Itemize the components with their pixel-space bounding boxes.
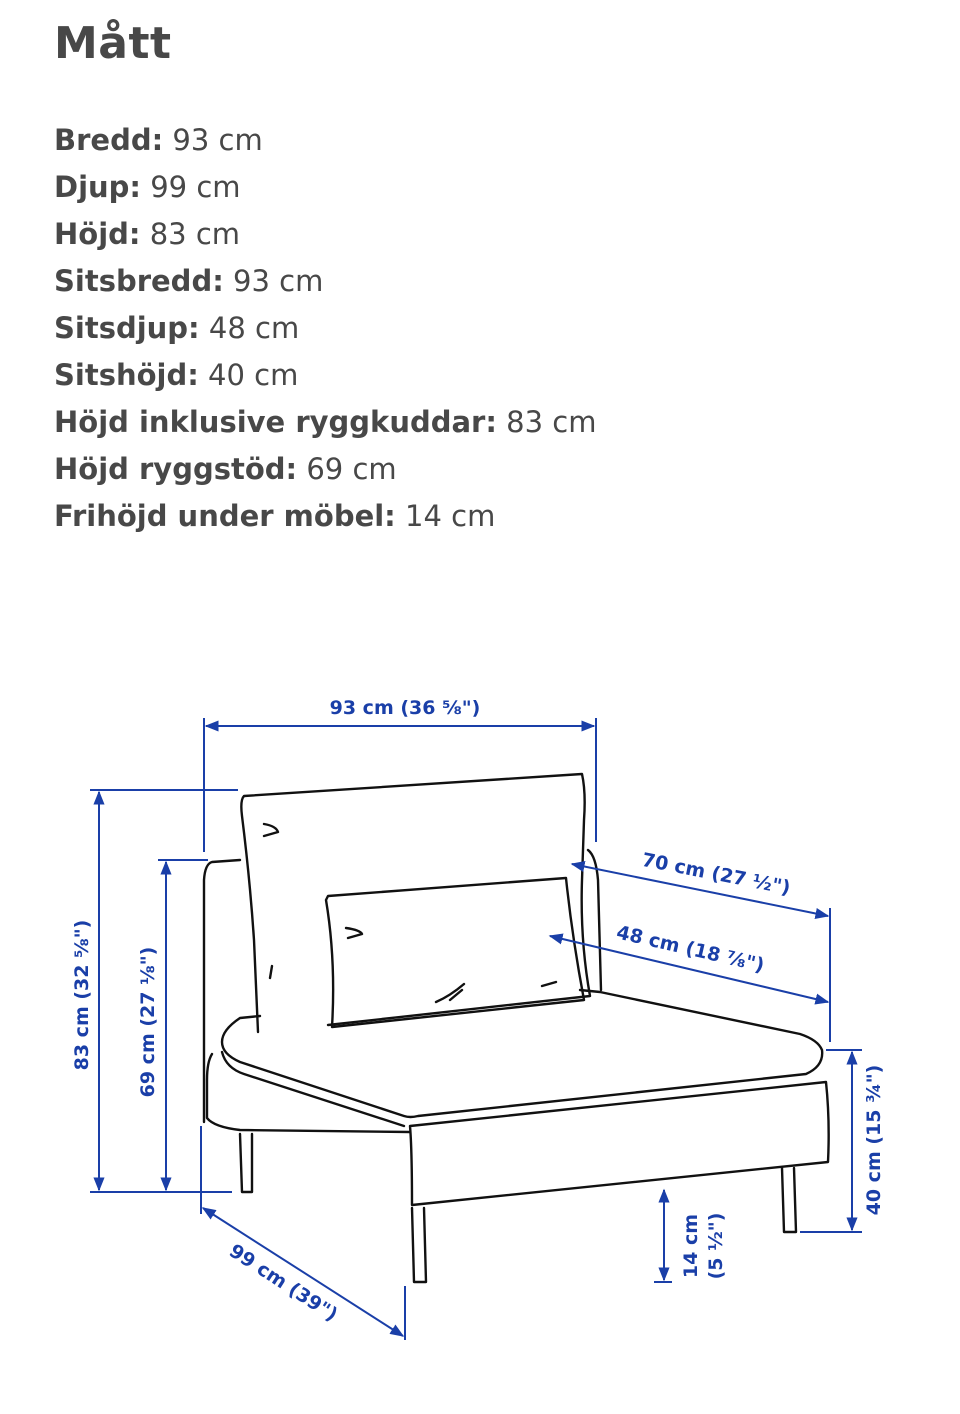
back-cushion-detail — [264, 824, 278, 978]
spec-label: Sitsbredd: — [54, 264, 224, 298]
page-title: Mått — [54, 18, 172, 69]
spec-value: 83 cm — [140, 217, 241, 251]
spec-label: Sitsdjup: — [54, 311, 200, 345]
spec-value: 93 cm — [163, 123, 263, 157]
dimension-lines — [71, 697, 885, 1340]
depth-dimension-line — [203, 1208, 403, 1336]
spec-value: 14 cm — [395, 499, 496, 533]
width-label: 93 cm (36 ⅝") — [329, 697, 481, 719]
seat-depth-label: 48 cm (18 ⅞") — [614, 921, 767, 977]
leg-back-left — [240, 1134, 252, 1192]
spec-label: Frihöjd under möbel: — [54, 499, 396, 533]
back-cushion — [241, 774, 590, 1032]
lumbar-cushion — [326, 878, 584, 1027]
spec-value: 93 cm — [223, 264, 324, 298]
outer-depth-label: 70 cm (27 ½") — [640, 848, 793, 900]
spec-label: Bredd: — [54, 123, 164, 157]
spec-value: 83 cm — [496, 405, 597, 439]
spec-value: 69 cm — [297, 452, 397, 486]
spec-label: Höjd inklusive ryggkuddar: — [54, 405, 497, 439]
spec-label: Sitshöjd: — [54, 358, 199, 392]
leg-front-left — [412, 1208, 426, 1282]
height-back-label: 69 cm (27 ⅛") — [137, 946, 159, 1098]
spec-value: 40 cm — [198, 358, 299, 392]
height-total-label: 83 cm (32 ⅝") — [71, 919, 93, 1071]
spec-value: 99 cm — [141, 170, 241, 204]
leg-front-right — [782, 1168, 796, 1232]
seat-cushion — [222, 990, 822, 1117]
chair-illustration — [204, 774, 829, 1282]
spec-label: Djup: — [54, 170, 142, 204]
base-front — [410, 1082, 829, 1205]
clearance-label-cm: 14 cm — [680, 1213, 702, 1279]
depth-label: 99 cm (39") — [225, 1239, 342, 1327]
lumbar-cushion-detail — [346, 928, 556, 1002]
spec-label: Höjd ryggstöd: — [54, 452, 298, 486]
clearance-label-in: (5 ½") — [705, 1212, 727, 1280]
seat-height-label: 40 cm (15 ¾") — [863, 1064, 885, 1216]
seat-cushion-side — [222, 1052, 404, 1126]
base-left-side — [207, 1054, 410, 1132]
spec-value: 48 cm — [199, 311, 300, 345]
spec-label: Höjd: — [54, 217, 141, 251]
